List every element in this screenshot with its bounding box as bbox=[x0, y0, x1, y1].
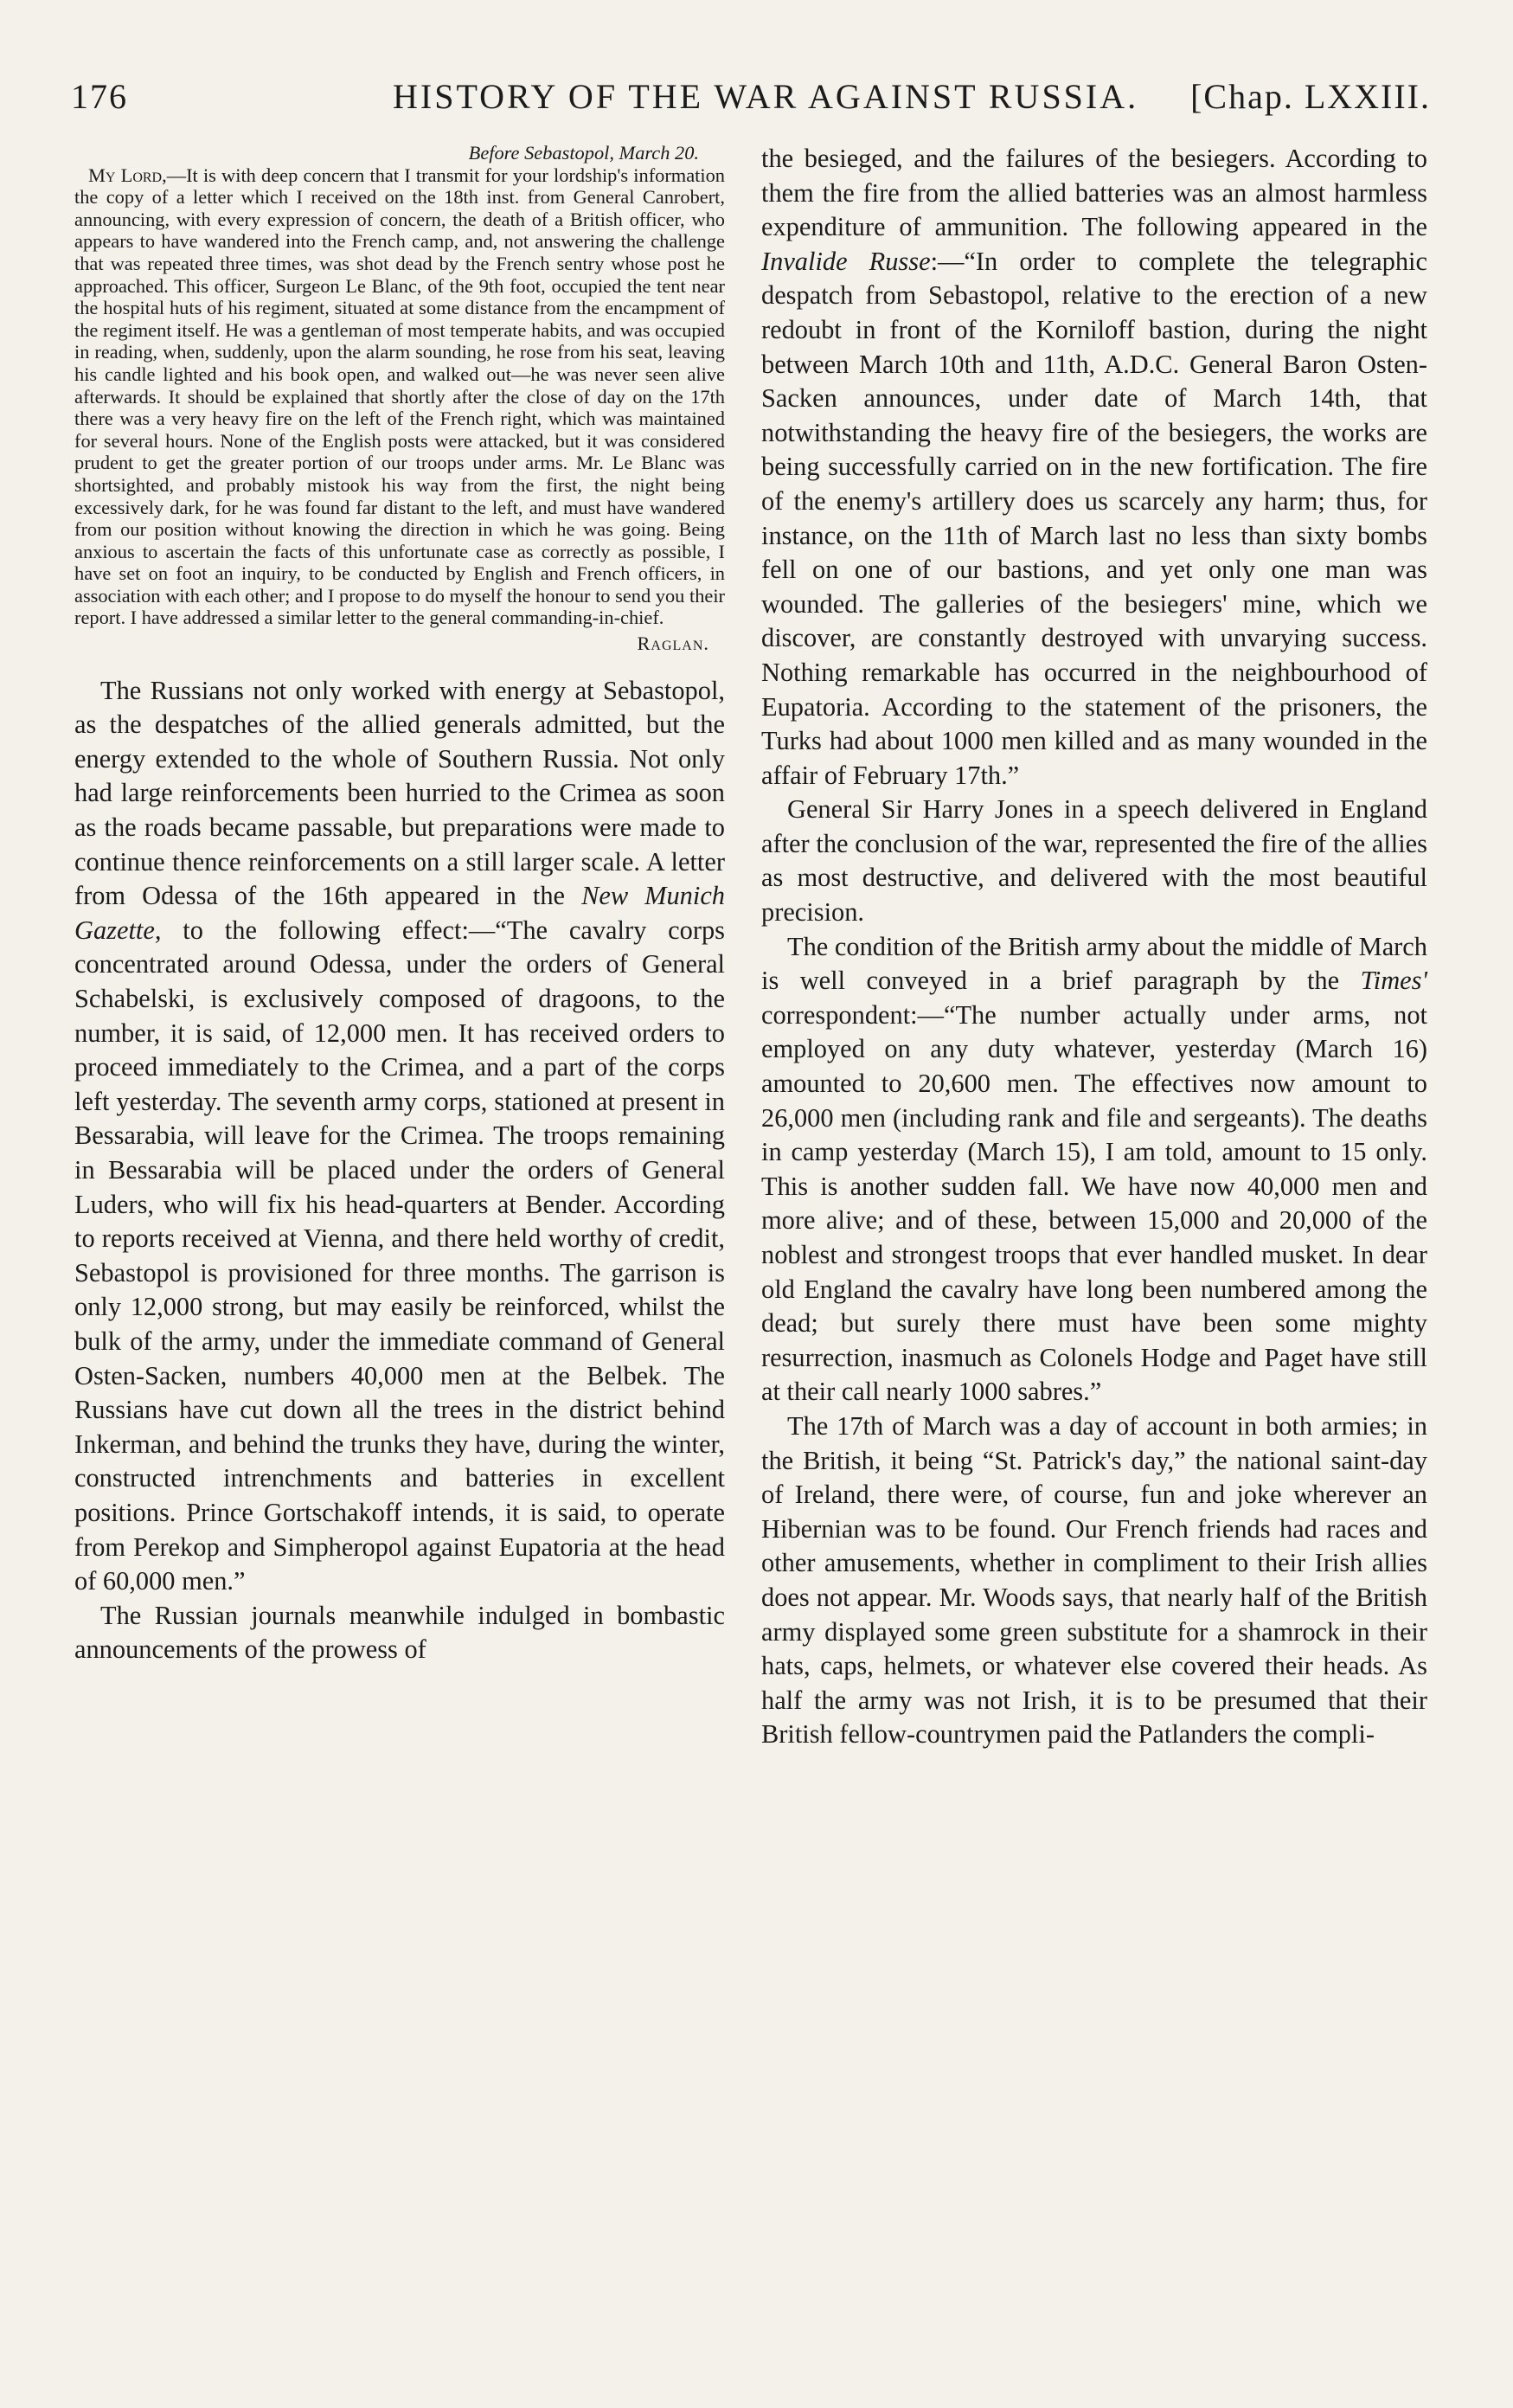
chapter-label: [Chap. LXXIII. bbox=[1190, 77, 1431, 116]
raglan-letter bbox=[74, 142, 725, 655]
letter-body bbox=[74, 164, 725, 629]
paragraph bbox=[761, 142, 1427, 793]
paragraph-text: The Russians not only worked with energy at Sebastopol, as the despatches of the allied generals admitted, but the energy extended to the whole of Southern Russia. Not only had large reinforcements been hurried to the Crimea as soon as the roads became passable, but preparations were made to continue thence reinforcements on a still larger scale. A letter from Odessa of the 16th appeared in the bbox=[74, 675, 725, 911]
paragraph bbox=[74, 674, 725, 1599]
newspaper-title: Times' bbox=[1360, 966, 1427, 996]
letter-text: —It is with deep concern that I transmit for your lordship's information the copy of a letter which I received on the 18th inst. from General Canrobert, announcing, with every expression of concern, the death of a British officer, who appears to have wandered into the French camp, and, not answering the challenge that was repeated three times, was shot dead by the French sentry whose post he approached. This officer, Surgeon Le Blanc, of the 9th foot, occupied the tent near the hospital huts of his regiment, situated at some distance from the encampment of the regiment itself. He was a gentleman of most temperate habits, and was occupied in reading, when, suddenly, upon the alarm sounding, he rose from his seat, leaving his candle lighted and his book open, and walked out—he was never seen alive afterwards. It should be explained that shortly after the close of day on the 17th there was a very heavy fire on the left of the French right, which was maintained for several hours. None of the English posts were attacked, but it was considered prudent to get the greater portion of our troops under arms. Mr. Le Blanc was shortsighted, and probably mistook his way from the first, the night being excessively dark, for he was found far distant to the left, and must have wandered from our position without knowing the direction in which he was going. Being anxious to ascertain the facts of this unfortunate case as correctly as possible, I have set on foot an inquiry, to be conducted by English and French officers, in association with each other; and I propose to do myself the honour to send you their report. I have addressed a similar letter to the general commanding-in-chief. bbox=[74, 164, 725, 629]
paragraph: The Russian journals meanwhile indulged in bombastic announcements of the prowess of bbox=[74, 1600, 725, 1665]
left-column bbox=[74, 142, 725, 1667]
paragraph-text: correspondent:—“The number actually under arms, not employed on any duty whatever, yesterday (March 16) amounted to 20,600 men. The effectives now amount to 26,000 men (including rank and file and sergeants). The deaths in camp yesterday (March 15), I am told, amount to 15 only. This is another sudden fall. We have now 40,000 men and more alive; and of these, between 15,000 and 20,000 of the noblest and strongest troops that ever handled musket. In dear old England the cavalry have long been numbered among the dead; but surely there must have been some mighty resurrection, inasmuch as Colonels Hodge and Paget have still at their call nearly 1000 sabres.” bbox=[761, 999, 1427, 1407]
page-number: 176 bbox=[71, 77, 128, 116]
paragraph-text: The condition of the British army about the middle of March is well conveyed in a brief paragraph by the bbox=[761, 931, 1427, 996]
right-column bbox=[761, 142, 1427, 1752]
letter-dateline: Before Sebastopol, March 20. bbox=[468, 142, 699, 164]
left-body-text bbox=[74, 674, 725, 1667]
running-title: HISTORY OF THE WAR AGAINST RUSSIA. bbox=[393, 77, 1139, 116]
paragraph: The 17th of March was a day of account in both armies; in the British, it being “St. Patrick's day,” the national saint-day of Ireland, there were, of course, fun and joke wherever an Hibernian was to be found. Our French friends had races and other amusements, whether in compliment to their Irish allies does not appear. Mr. Woods says, that nearly half of the British army displayed some green substitute for a shamrock in their hats, caps, helmets, or whatever else covered their heads. As half the army was not Irish, it is to be presumed that their British fellow-countrymen paid the Patlanders the compli- bbox=[761, 1410, 1427, 1750]
right-body-text bbox=[761, 142, 1427, 1752]
paragraph-text: :—“In order to complete the telegraphic despatch from Sebastopol, relative to the erection of a new redoubt in front of the Korniloff bastion, during the night between March 10th and 11th, A.D.C. General Baron Osten-Sacken announces, under date of March 14th, that notwithstanding the heavy fire of the besiegers, the works are being successfully carried on in the new fortification. The fire of the enemy's artillery does us scarcely any harm; thus, for instance, on the 11th of March last no less than sixty bombs fell on one of our bastions, and yet only one man was wounded. The galleries of the besiegers' mine, which we discover, are constantly destroyed with unvarying success. Nothing remarkable has occurred in the neighbourhood of Eupatoria. According to the statement of the prisoners, the Turks had about 1000 men killed and as many wounded in the affair of February 17th.” bbox=[761, 246, 1427, 790]
running-header bbox=[71, 76, 1431, 121]
newspaper-title: New Munich Gazette, bbox=[74, 881, 725, 945]
paragraph-text: to the following effect:—“The cavalry corps concentrated around Odessa, under the orders of General Schabelski, is exclusively composed of dragoons, to the number, it is said, of 12,000 men. It has received orders to proceed immediately to the Crimea, and a part of the corps left yesterday. The seventh army corps, stationed at present in Bessarabia, will leave for the Crimea. The troops remaining in Bessarabia will be placed under the orders of General Luders, who will fix his head-quarters at Bender. According to reports received at Vienna, and there held worthy of credit, Sebastopol is provisioned for three months. The garrison is only 12,000 strong, but may easily be reinforced, whilst the bulk of the army, under the immediate command of General Osten-Sacken, numbers 40,000 men at the Belbek. The Russians have cut down all the trees in the district behind Inkerman, and behind the trunks they have, during the winter, constructed intrenchments and batteries in excellent positions. Prince Gortschakoff intends, it is said, to operate from Perekop and Simpheropol against Eupatoria at the head of 60,000 men.” bbox=[74, 915, 725, 1596]
letter-signature: Raglan. bbox=[637, 633, 709, 655]
newspaper-title: Invalide Russe bbox=[761, 246, 931, 276]
letter-salutation: My Lord, bbox=[88, 164, 167, 186]
paragraph bbox=[761, 930, 1427, 1409]
paragraph: General Sir Harry Jones in a speech delivered in England after the conclusion of the war, represented the fire of the allies as most destructive, and delivered with the most beautiful precision. bbox=[761, 794, 1427, 928]
paragraph-text: the besieged, and the failures of the besiegers. According to them the fire from the allied batteries was an almost harmless expenditure of ammunition. The following appeared in the bbox=[761, 144, 1427, 242]
